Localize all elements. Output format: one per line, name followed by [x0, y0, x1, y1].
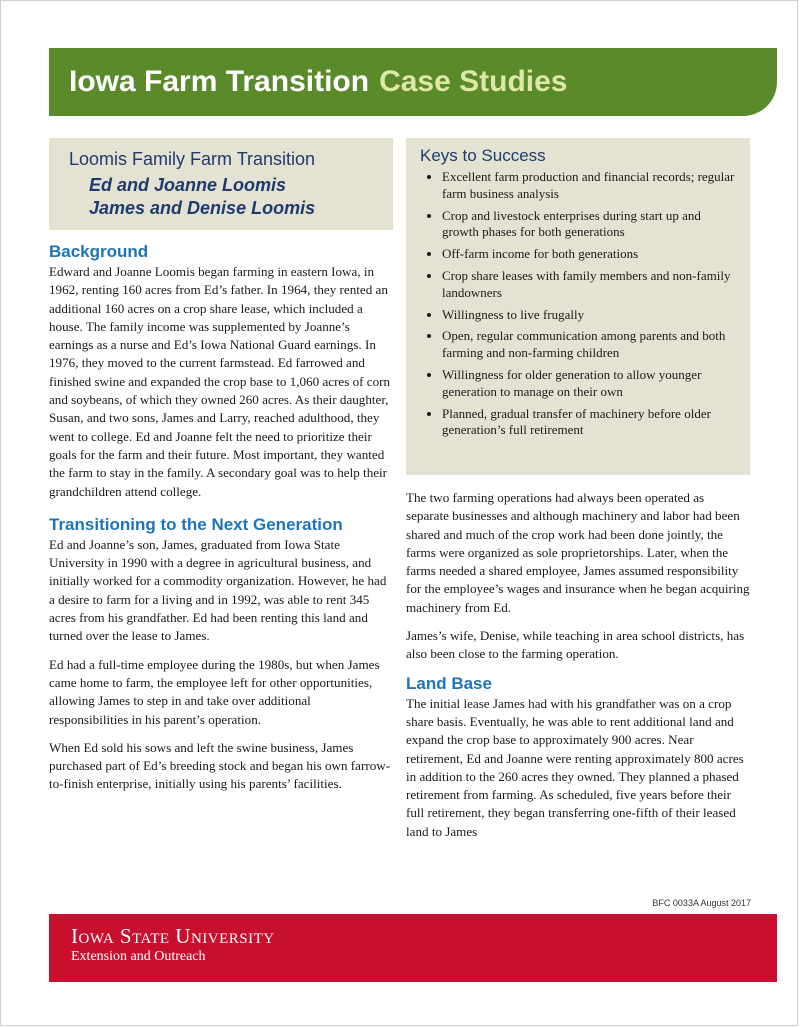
left-column: [49, 138, 393, 804]
operations-paragraph: The two farming operations had always been operated as separate businesses and although machinery and labor had been shared and much of the crop work had been done jointly, the farms were organized as sole proprietorships. Later, when the farms needed a shared employee, James assumed responsibility for the employee’s wages and insurance when he began acquiring machinery from Ed.: [406, 490, 750, 615]
keys-list: [420, 169, 738, 439]
key-item: • Willingness to live frugally: [442, 307, 738, 324]
family-names-1: Ed and Joanne Loomis: [89, 175, 287, 195]
right-column: [406, 138, 750, 851]
banner-title-secondary: Case Studies: [379, 65, 568, 98]
publication-code: BFC 0033A August 2017: [652, 898, 751, 908]
key-item: • Planned, gradual transfer of machinery before older generation’s full retirement: [442, 406, 738, 440]
series-banner: [49, 48, 777, 116]
transition-heading: Transitioning to the Next Generation: [49, 514, 343, 534]
land-base-heading: Land Base: [406, 673, 492, 693]
extension-unit: Extension and Outreach: [71, 949, 206, 964]
background-paragraph: Edward and Joanne Loomis began farming in eastern Iowa, in 1962, renting 160 acres from Ed’s father. In 1964, they rented an additional 160 acres on a crop share lease, which included a house. The family income was supplemented by Joanne’s earnings as a nurse and Ed’s Iowa National Guard earnings. In 1976, they moved to the current farmstead. Ed farrowed and finished swine and expanded the crop base to 1,060 acres of corn and soybeans, of which they owned 260 acres. As their daughter, Susan, and two sons, James and Larry, reached adulthood, they went to college. Ed and Joanne felt the need to prioritize their goals for the farm and their future. Most important, they wanted the farm to stay in the family. A secondary goal was to help their grandchildren attend college.: [49, 264, 391, 499]
key-item: • Excellent farm production and financial records; regular farm business analysis: [442, 169, 738, 203]
transition-paragraph-3: When Ed sold his sows and left the swine business, James purchased part of Ed’s breeding stock and began his own farrow-to-finish enterprise, initially using his parents’ facilities.: [49, 739, 391, 792]
keys-heading: Keys to Success: [420, 146, 546, 165]
land-base-paragraph: The initial lease James had with his grandfather was on a crop share basis. Eventually, he was able to rent additional land and expand the crop base to approximately 900 acres. Near retirement, Ed and Joanne were renting approximately 800 acres in addition to the 260 acres they owned. They planned a phased retirement from farming. As scheduled, five years before their full retirement, they began transferring one-fifth of their leased land to James: [406, 695, 744, 839]
keys-to-success-box: [406, 138, 750, 475]
denise-paragraph: James’s wife, Denise, while teaching in area school districts, has also been close to the farming operation.: [406, 628, 745, 662]
banner-title-primary: Iowa Farm Transition: [69, 65, 370, 98]
case-title-box: [49, 138, 393, 230]
background-heading: Background: [49, 242, 149, 261]
transition-paragraph-2: Ed had a full-time employee during the 1980s, but when James came home to farm, the employee left for other opportunities, allowing James to step in and take over additional responsibilities in his parent’s operation.: [49, 656, 380, 727]
family-names-2: James and Denise Loomis: [89, 198, 316, 218]
key-item: • Willingness for older generation to allow younger generation to manage on their own: [442, 367, 738, 401]
key-item: • Open, regular communication among parents and both farming and non-farming children: [442, 328, 738, 362]
key-item: • Crop share leases with family members and non-family landowners: [442, 268, 738, 302]
key-item: • Off-farm income for both generations: [442, 246, 738, 263]
transition-paragraph-1: Ed and Joanne’s son, James, graduated from Iowa State University in 1990 with a degree in agricultural business, and initially worked for a commodity organization. However, he had a desire to farm for a living and in 1992, was able to rent 345 acres from his grandfather. Ed had been renting this land and turned over the lease to James.: [49, 536, 387, 644]
isu-footer-bar: [49, 914, 777, 982]
case-title: Loomis Family Farm Transition: [69, 149, 316, 169]
university-wordmark: Iowa State University: [71, 924, 275, 948]
key-item: • Crop and livestock enterprises during start up and growth phases for both generations: [442, 208, 738, 242]
